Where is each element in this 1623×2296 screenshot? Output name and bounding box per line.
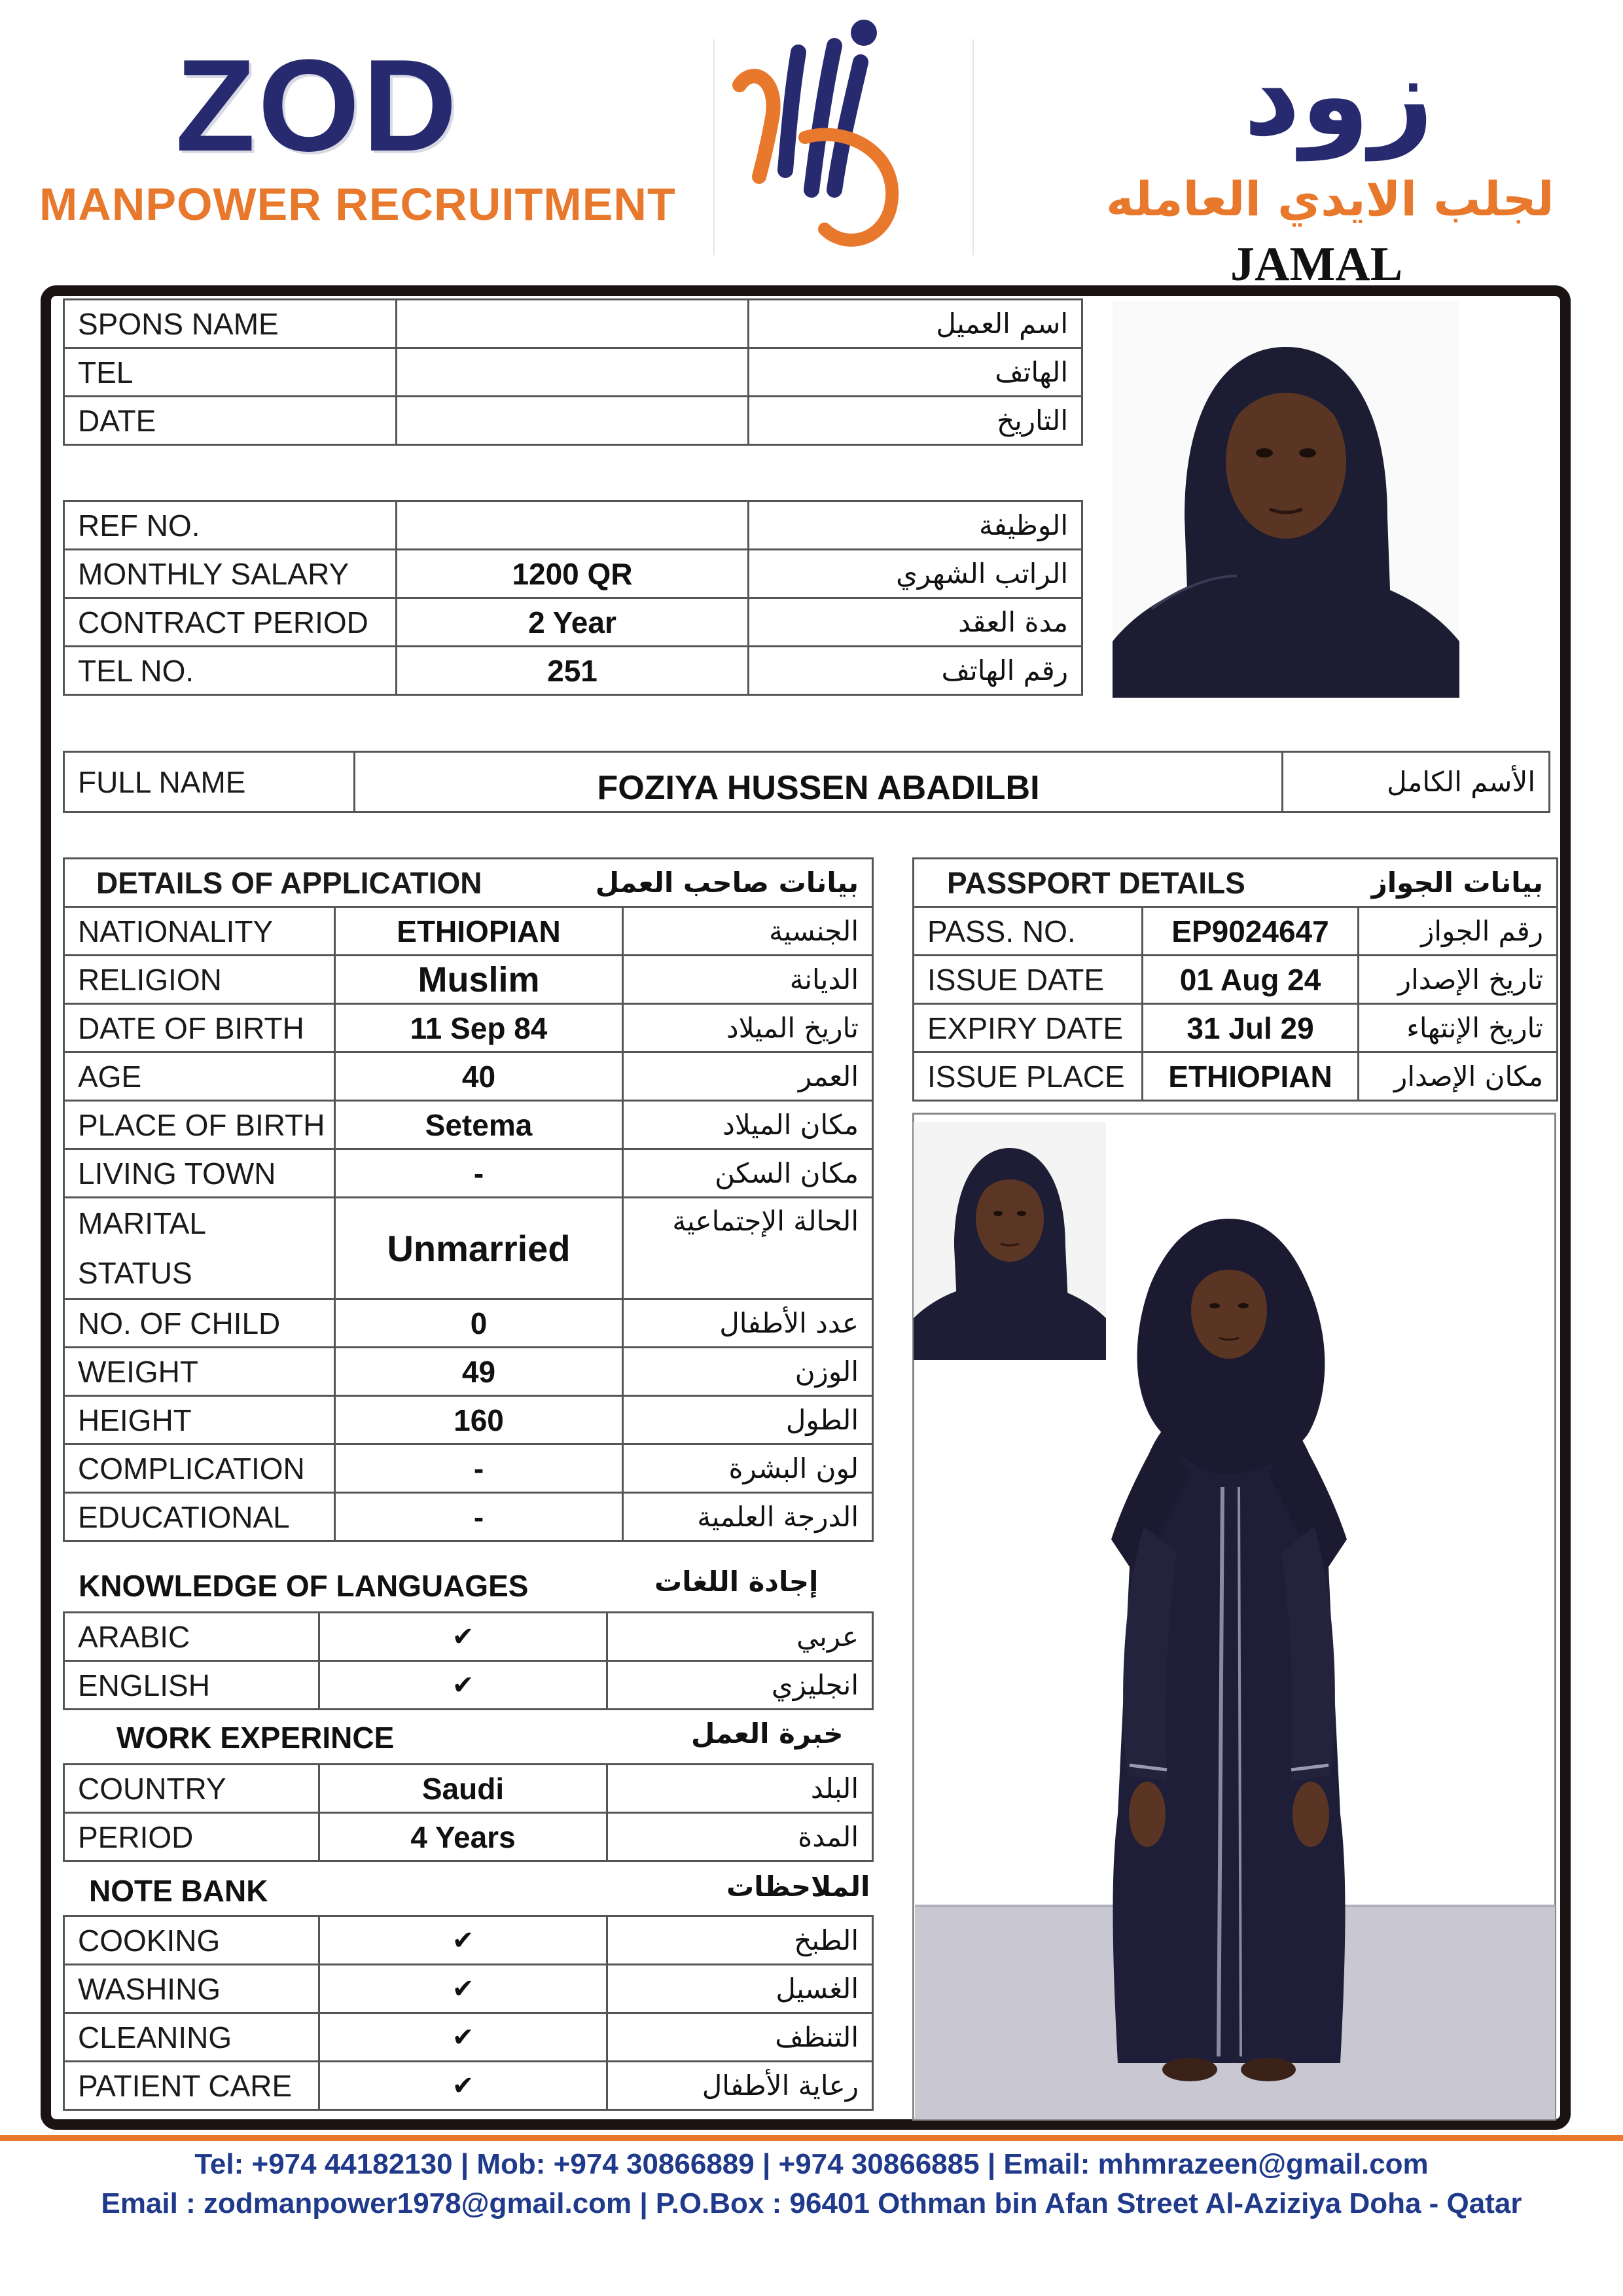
check-icon: ✔ — [319, 1965, 607, 2013]
table-row: MONTHLY SALARY 1200 QR الراتب الشهري — [64, 550, 1082, 598]
table-row: DATE OF BIRTH 11 Sep 84 تاريخ الميلاد — [64, 1004, 873, 1052]
footer-divider — [0, 2135, 1623, 2141]
table-row: EXPIRY DATE 31 Jul 29 تاريخ الإنتهاء — [914, 1004, 1558, 1052]
arabic-brand: زود — [1243, 31, 1434, 161]
table-row: CLEANING ✔ التنظف — [64, 2013, 873, 2062]
table-row: PLACE OF BIRTH Setema مكان الميلاد — [64, 1101, 873, 1149]
table-row: WEIGHT 49 الوزن — [64, 1348, 873, 1396]
footer-address-line: Email : zodmanpower1978@gmail.com | P.O.Box : 96401 Othman bin Afan Street Al-Aziziya Doha - Qatar — [101, 2187, 1522, 2219]
brand-logo-text: ZOD — [175, 33, 460, 179]
experience-title-ar: خبرة العمل — [691, 1717, 844, 1749]
full-length-photo — [915, 1121, 1555, 2119]
full-name-table — [63, 751, 1550, 813]
passport-table — [912, 857, 1558, 1102]
note-bank-table — [63, 1915, 874, 2111]
table-row: MARITAL STATUS Unmarried الحالة الإجتماعية — [64, 1198, 873, 1299]
table-row: TEL NO. 251 رقم الهاتف — [64, 647, 1082, 695]
table-row: ISSUE DATE 01 Aug 24 تاريخ الإصدار — [914, 956, 1558, 1004]
passport-title: PASSPORT DETAILS — [914, 859, 1359, 907]
table-row: LIVING TOWN - مكان السكن — [64, 1149, 873, 1198]
table-row: SPONS NAME اسم العميل — [64, 300, 1082, 348]
application-title: DETAILS OF APPLICATION — [64, 859, 623, 907]
check-icon: ✔ — [319, 2062, 607, 2110]
check-icon: ✔ — [319, 1613, 607, 1661]
table-row: PERIOD 4 Years المدة — [64, 1813, 873, 1861]
header-divider — [713, 39, 715, 255]
experience-title: WORK EXPERINCE — [116, 1721, 395, 1755]
table-row: PASS. NO. EP9024647 رقم الجواز — [914, 907, 1558, 956]
note-bank-title-ar: الملاحظات — [726, 1871, 870, 1903]
table-row: PASSPORT DETAILS بيانات الجواز — [914, 859, 1558, 907]
table-row: EDUCATIONAL - الدرجة العلمية — [64, 1493, 873, 1541]
note-bank-title: NOTE BANK — [89, 1874, 268, 1908]
table-row: DETAILS OF APPLICATION بيانات صاحب العمل — [64, 859, 873, 907]
header-divider — [972, 39, 974, 255]
footer-contact-line: Tel: +974 44182130 | Mob: +974 30866889 | +974 30866885 | Email: mhmrazeen@gmail.com — [194, 2148, 1429, 2180]
table-row: COMPLICATION - لون البشرة — [64, 1444, 873, 1493]
table-row: NO. OF CHILD 0 عدد الأطفال — [64, 1299, 873, 1348]
check-icon: ✔ — [319, 2013, 607, 2062]
brand-tagline: MANPOWER RECRUITMENT — [39, 179, 676, 230]
table-row: TEL الهاتف — [64, 348, 1082, 397]
table-row: ISSUE PLACE ETHIOPIAN مكان الإصدار — [914, 1052, 1558, 1101]
languages-title: KNOWLEDGE OF LANGUAGES — [79, 1569, 529, 1603]
languages-title-ar: إجادة اللغات — [654, 1566, 819, 1598]
table-row: NATIONALITY ETHIOPIAN الجنسية — [64, 907, 873, 956]
agent-name: JAMAL — [1230, 238, 1403, 291]
table-row: PATIENT CARE ✔ رعاية الأطفال — [64, 2062, 873, 2110]
table-row: AGE 40 العمر — [64, 1052, 873, 1101]
sponsor-table — [63, 298, 1083, 446]
arabic-tagline: لجلب الايدي العامله — [1106, 171, 1554, 226]
passport-number: EP9024647 — [1143, 907, 1359, 956]
table-row: CONTRACT PERIOD 2 Year مدة العقد — [64, 598, 1082, 647]
full-name-value: FOZIYA HUSSEN ABADILBI — [355, 752, 1283, 812]
table-row: DATE التاريخ — [64, 397, 1082, 445]
table-row: FULL NAME FOZIYA HUSSEN ABADILBI الأسم الكامل — [64, 752, 1550, 812]
table-row: HEIGHT 160 الطول — [64, 1396, 873, 1444]
table-row: RELIGION Muslim الديانة — [64, 956, 873, 1004]
portrait-photo — [1113, 301, 1459, 698]
table-row: COUNTRY Saudi البلد — [64, 1765, 873, 1813]
contract-table — [63, 500, 1083, 696]
languages-table — [63, 1611, 874, 1710]
check-icon: ✔ — [319, 1661, 607, 1710]
brand-emblem-icon — [726, 7, 923, 262]
table-row: COOKING ✔ الطبخ — [64, 1916, 873, 1965]
experience-table — [63, 1763, 874, 1862]
table-row: ENGLISH ✔ انجليزي — [64, 1661, 873, 1710]
table-row: WASHING ✔ الغسيل — [64, 1965, 873, 2013]
table-row: ARABIC ✔ عربي — [64, 1613, 873, 1661]
application-table — [63, 857, 874, 1542]
table-row: REF NO. الوظيفة — [64, 501, 1082, 550]
marital-status-value: Unmarried — [335, 1198, 623, 1299]
check-icon: ✔ — [319, 1916, 607, 1965]
